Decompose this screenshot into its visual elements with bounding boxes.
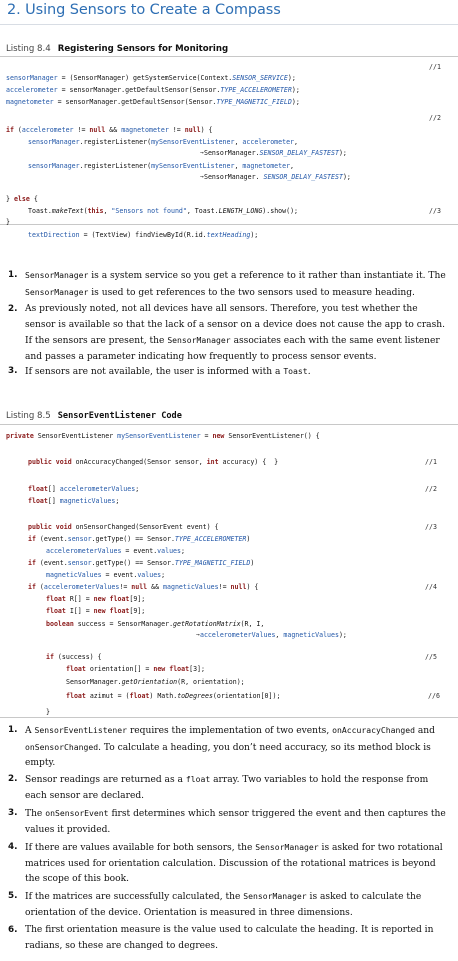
note-number: 5. [8,891,18,901]
note-text: is asked to calculate the orientation of the device. Orientation is measured in three dimensions. [25,892,422,918]
code-marker: //2 [429,114,441,122]
code-line: float I[] = new float[9]; [46,607,146,615]
note-text: . To calculate a heading, you don’t need accuracy, so its method block is empty. [25,742,431,768]
code-line: sensorManager = (SensorManager) getSystemService(Context.SENSOR_SERVICE); [6,74,296,82]
note-text: The [25,809,46,819]
note-number: 2. [8,304,18,314]
note-text: A [25,726,35,736]
code-line: } [46,708,50,716]
note-text: If the matrices are successfully calculated, the [25,892,244,902]
note-item [8,364,448,381]
heading-divider [0,24,458,25]
code-marker: //3 [429,207,441,215]
code-listing-8-4 [0,56,458,225]
inline-code: SensorManager [167,335,231,345]
note-text: As previously noted, not all devices have all sensors. Therefore, you test whether the sensor is available so that the lack of a sensor on a device does not cause the app to crash. If the sensors are present, the [25,304,446,346]
code-line: float orientation[] = new float[3]; [66,665,205,673]
note-text: If sensors are not available, the user is informed with a [25,367,284,377]
code-line: if (event.sensor.getType() == Sensor.TYPE_MAGNETIC_FIELD) [28,559,255,567]
note-text: and [414,726,435,736]
note-item [8,302,448,365]
note-text: If there are values available for both sensors, the [25,843,256,853]
code-line: SensorManager.getOrientation(R, orientation); [66,678,245,686]
inline-code: SensorManager [25,286,89,297]
note-text: is a system service so you get a reference to it rather than instantiate it. The [88,271,446,281]
code-line: sensorManager.registerListener(mySensorEventListener, magnetometer, [28,162,295,170]
listing-title: SensorEventListener Code [57,411,182,421]
note-text: is used to get references to the two sensors used to measure heading. [88,287,415,298]
code-marker: //5 [425,653,437,661]
code-marker: //3 [425,523,437,531]
inline-code: float [185,774,211,784]
code-marker: //4 [425,583,437,591]
note-item [8,268,448,301]
note-number: 1. [8,270,18,280]
inline-code: SensorManager [25,270,89,280]
note-text: is asked for two rotational matrices used for orientation calculation. Discussion of the rotational matrices is beyond the scope of this book. [25,843,443,884]
inline-code: onSensorChanged [25,741,99,752]
code-line: sensorManager.registerListener(mySensorEventListener, accelerometer, [28,138,298,146]
note-item [8,840,448,888]
code-line: if (event.sensor.getType() == Sensor.TYPE_ACCELEROMETER) [28,535,251,543]
inline-code: onAccuracyChanged [332,725,415,735]
code-line: if (accelerometerValues!= null && magneticValues!= null) { [28,583,259,591]
inline-code: onSensorEvent [45,808,109,818]
code-line: ➙SensorManager.SENSOR_DELAY_FASTEST); [200,149,347,157]
code-line: public void onSensorChanged(SensorEvent event) { [28,523,219,531]
code-marker: //6 [428,692,440,700]
code-line: magnetometer = sensorManager.getDefaultSensor(Sensor.TYPE_MAGNETIC_FIELD); [6,98,300,106]
code-line: float[] accelerometerValues; [28,485,140,493]
code-line: if (accelerometer != null && magnetometer != null) { [6,126,213,134]
note-text: associates each with the same event listener and passes a parameter indicating how frequently to process sensor events. [25,336,440,362]
note-number: 4. [8,842,18,852]
code-line: Toast.makeText(this, "Sensors not found", Toast.LENGTH_LONG).show(); [28,207,299,215]
note-number: 1. [8,725,18,735]
code-line: ➙accelerometerValues, magneticValues); [196,631,347,639]
code-line: accelerometerValues = event.values; [46,547,185,555]
inline-code: SensorEventListener [34,725,128,735]
code-listing-8-5 [0,424,458,718]
note-text: first determines which sensor triggered the event and then captures the values it provided. [25,809,446,835]
code-line: private SensorEventListener mySensorEventListener = new SensorEventListener() { [6,432,320,440]
note-text: Sensor readings are returned as a [25,775,186,785]
listing-8-4-caption [6,44,228,54]
code-line: if (success) { [46,653,102,661]
inline-code: SensorManager [255,842,319,852]
listing-label: Listing 8.5 [6,411,51,421]
section-heading: 2. Using Sensors to Create a Compass [7,2,281,18]
listing-label: Listing 8.4 [6,44,51,54]
listing-title: Registering Sensors for Monitoring [57,44,229,54]
code-line: accelerometer = sensorManager.getDefaultSensor(Sensor.TYPE_ACCELEROMETER); [6,86,300,94]
note-item [8,772,448,804]
code-line: public void onAccuracyChanged(Sensor sensor, int accuracy) { } [28,458,279,466]
note-item [8,923,448,954]
note-text: The first orientation measure is the value used to calculate the heading. It is reported in radians, so these are changed to degrees. [25,925,434,951]
note-number: 3. [8,808,18,818]
inline-code: Toast [283,366,308,376]
note-item [8,806,448,838]
code-line: magneticValues = event.values; [46,571,166,579]
note-number: 2. [8,774,18,784]
code-line: textDirection = (TextView) findViewById(R.id.textHeading); [28,231,259,239]
code-line: } else { [6,195,38,203]
code-line: float azimut = (float) Math.toDegrees(orientation[0]); [66,692,281,700]
inline-code: SensorManager [243,891,307,901]
listing-8-5-caption [6,411,182,421]
code-line: float R[] = new float[9]; [46,595,146,603]
code-line: } [6,218,10,226]
code-marker: //2 [425,485,437,493]
code-line: float[] magneticValues; [28,497,120,505]
note-text: array. Two variables to hold the response from each sensor are declared. [25,775,429,801]
note-item [8,889,448,921]
note-text: . [307,367,311,377]
code-marker: //1 [425,458,437,466]
note-text: requires the implementation of two events, [127,726,333,736]
code-line: boolean success = SensorManager.getRotationMatrix(R, I, [46,620,265,628]
code-line: ➙SensorManager. SENSOR_DELAY_FASTEST); [200,173,351,181]
note-number: 6. [8,925,18,935]
note-number: 3. [8,366,18,376]
code-marker: //1 [429,63,441,71]
note-item [8,723,448,772]
